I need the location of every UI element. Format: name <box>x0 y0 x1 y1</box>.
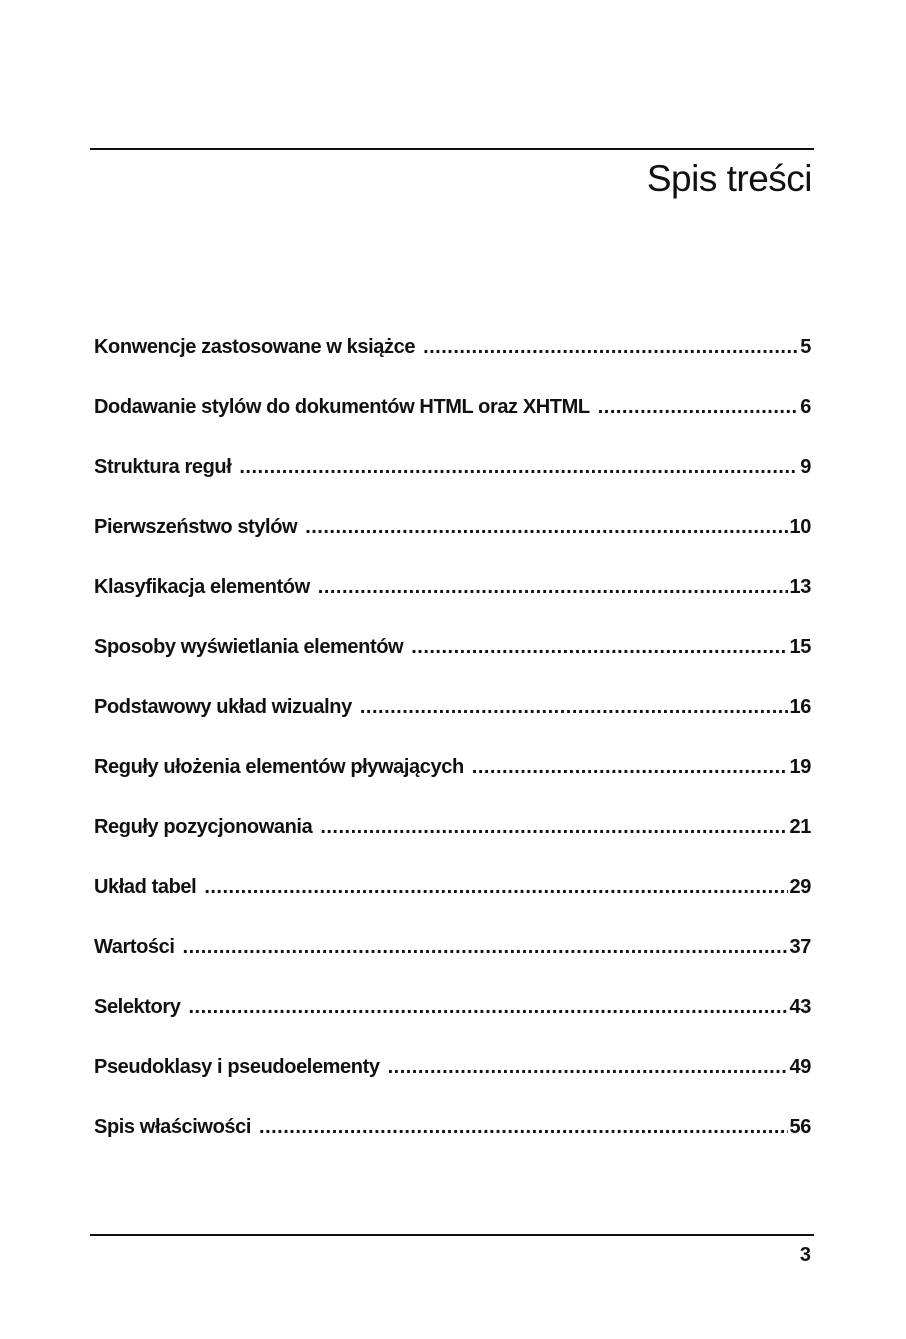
table-of-contents <box>94 332 811 1172</box>
toc-dot-leader <box>188 992 787 1022</box>
toc-entry-page: 37 <box>789 936 811 958</box>
toc-entry-title: Pierwszeństwo stylów <box>94 516 298 538</box>
toc-entry[interactable] <box>94 1112 811 1172</box>
toc-entry-title: Sposoby wyświetlania elementów <box>94 636 404 658</box>
toc-entry-title: Wartości <box>94 936 175 958</box>
toc-entry-page: 29 <box>789 876 811 898</box>
toc-entry-title: Selektory <box>94 996 181 1018</box>
toc-dot-leader <box>239 452 798 482</box>
toc-entry-title: Klasyfikacja elementów <box>94 576 310 598</box>
toc-entry-title: Układ tabel <box>94 876 197 898</box>
toc-dot-leader <box>472 752 788 782</box>
toc-entry[interactable] <box>94 1052 811 1112</box>
toc-entry-title: Reguły ułożenia elementów pływających <box>94 756 464 778</box>
header-rule <box>90 148 814 150</box>
toc-dot-leader <box>360 692 788 722</box>
page-title: Spis treści <box>646 158 812 199</box>
toc-entry-page: 16 <box>789 696 811 718</box>
toc-dot-leader <box>411 632 787 662</box>
toc-dot-leader <box>318 572 788 602</box>
footer-rule <box>90 1234 814 1236</box>
toc-dot-leader <box>183 932 788 962</box>
toc-entry-page: 10 <box>789 516 811 538</box>
toc-entry-page: 5 <box>800 336 811 358</box>
toc-dot-leader <box>598 392 799 422</box>
toc-entry-page: 21 <box>789 816 811 838</box>
toc-entry[interactable] <box>94 812 811 872</box>
toc-entry-page: 15 <box>789 636 811 658</box>
toc-entry[interactable] <box>94 332 811 392</box>
toc-dot-leader <box>423 332 798 362</box>
toc-entry[interactable] <box>94 452 811 512</box>
toc-dot-leader <box>204 872 787 902</box>
toc-dot-leader <box>259 1112 788 1142</box>
toc-entry-title: Konwencje zastosowane w książce <box>94 336 416 358</box>
toc-entry-title: Spis właściwości <box>94 1116 252 1138</box>
toc-entry[interactable] <box>94 932 811 992</box>
toc-entry[interactable] <box>94 632 811 692</box>
toc-entry-title: Dodawanie stylów do dokumentów HTML oraz XHTML <box>94 396 590 418</box>
toc-entry[interactable] <box>94 992 811 1052</box>
toc-entry-page: 9 <box>800 456 811 478</box>
toc-entry[interactable] <box>94 872 811 932</box>
toc-entry-page: 13 <box>789 576 811 598</box>
toc-entry-title: Reguły pozycjonowania <box>94 816 313 838</box>
toc-dot-leader <box>305 512 787 542</box>
toc-entry[interactable] <box>94 572 811 632</box>
toc-entry-title: Struktura reguł <box>94 456 232 478</box>
toc-entry-page: 49 <box>789 1056 811 1078</box>
toc-entry-page: 43 <box>789 996 811 1018</box>
toc-entry-title: Pseudoklasy i pseudoelementy <box>94 1056 380 1078</box>
toc-entry[interactable] <box>94 692 811 752</box>
toc-entry-page: 19 <box>789 756 811 778</box>
toc-dot-leader <box>388 1052 788 1082</box>
toc-entry-page: 6 <box>800 396 811 418</box>
toc-entry[interactable] <box>94 752 811 812</box>
toc-dot-leader <box>320 812 787 842</box>
toc-entry-title: Podstawowy układ wizualny <box>94 696 352 718</box>
toc-entry[interactable] <box>94 392 811 452</box>
toc-entry-page: 56 <box>789 1116 811 1138</box>
page-number: 3 <box>799 1244 811 1266</box>
toc-entry[interactable] <box>94 512 811 572</box>
